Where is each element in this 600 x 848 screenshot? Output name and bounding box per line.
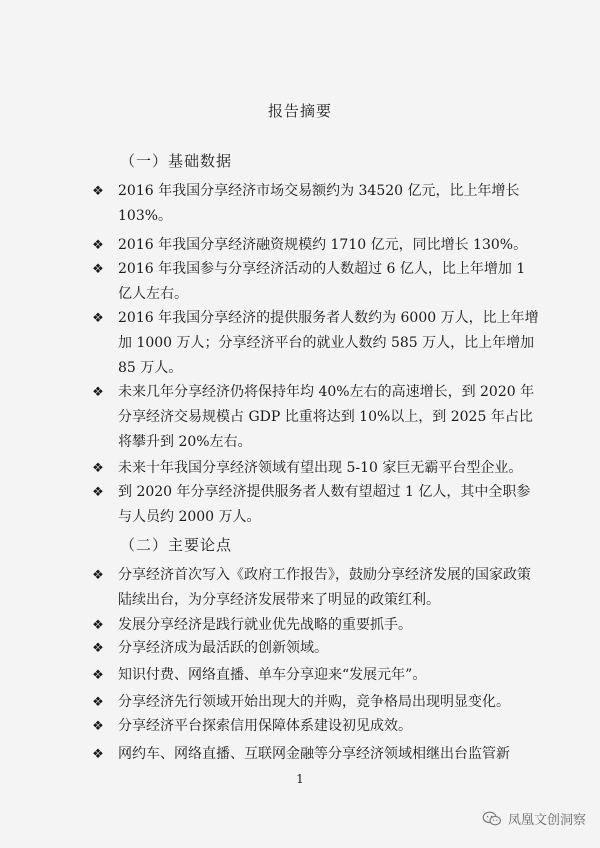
list-item: ❖ 分享经济平台探索信用保障体系建设初见成效。 [90,714,540,739]
diamond-bullet-icon: ❖ [92,747,104,762]
list-item: ❖ 2016 年我国分享经济的提供服务者人数约为 6000 万人，比上年增加 1000 万人；分享经济平台的就业人数约 585 万人，比上年增加 85 万人。 [90,306,540,381]
section-heading-basic-data: （一）基础数据 [120,152,233,170]
diamond-bullet-icon: ❖ [92,262,104,277]
list-item: ❖ 网约车、网络直播、互联网金融等分享经济领域相继出台监管新 [90,742,540,767]
watermark-text: 凤凰文创洞察 [507,813,586,828]
list-item: ❖ 分享经济成为最活跃的创新领域。 [90,636,540,661]
diamond-bullet-icon: ❖ [92,385,104,400]
list-item: ❖ 2016 年我国分享经济市场交易额约为 34520 亿元，比上年增长 103%。 [90,179,540,229]
list-item: ❖ 2016 年我国分享经济融资规模约 1710 亿元，同比增长 130%。 [90,233,540,258]
list-item: ❖ 分享经济首次写入《政府工作报告》，鼓励分享经济发展的国家政策陆续出台，为分享经济发展带来了明显的政策红利。 [90,563,540,613]
diamond-bullet-icon: ❖ [92,461,104,476]
list-item: ❖ 分享经济先行领域开始出现大的并购，竞争格局出现明显变化。 [90,690,540,715]
page-number: 1 [296,772,304,786]
list-item: ❖ 未来十年我国分享经济领域有望出现 5-10 家巨无霸平台型企业。 [90,456,540,481]
diamond-bullet-icon: ❖ [92,618,104,633]
list-item: ❖ 发展分享经济是践行就业优先战略的重要抓手。 [90,613,540,638]
diamond-bullet-icon: ❖ [92,485,104,500]
list-item: ❖ 2016 年我国参与分享经济活动的人数超过 6 亿人，比上年增加 1 亿人左右。 [90,257,540,307]
diamond-bullet-icon: ❖ [92,568,104,583]
section-heading-main-arguments: （二）主要论点 [120,536,233,554]
watermark [482,809,586,828]
list-item: ❖ 知识付费、网络直播、单车分享迎来“发展元年”。 [90,663,540,688]
diamond-bullet-icon: ❖ [92,238,104,253]
diamond-bullet-icon: ❖ [92,668,104,683]
list-item: ❖ 未来几年分享经济仍将保持年均 40%左右的高速增长，到 2020 年分享经济交易规模占 GDP 比重将达到 10%以上，到 2025 年占比将攀升到 20%左右。 [90,380,540,455]
list-item: ❖ 到 2020 年分享经济提供服务者人数有望超过 1 亿人，其中全职参与人员约 2000 万人。 [90,480,540,530]
diamond-bullet-icon: ❖ [92,695,104,710]
diamond-bullet-icon: ❖ [92,719,104,734]
wechat-icon [482,811,502,827]
diamond-bullet-icon: ❖ [92,641,104,656]
diamond-bullet-icon: ❖ [92,184,104,199]
document-title: 报告摘要 [267,102,332,120]
diamond-bullet-icon: ❖ [92,311,104,326]
